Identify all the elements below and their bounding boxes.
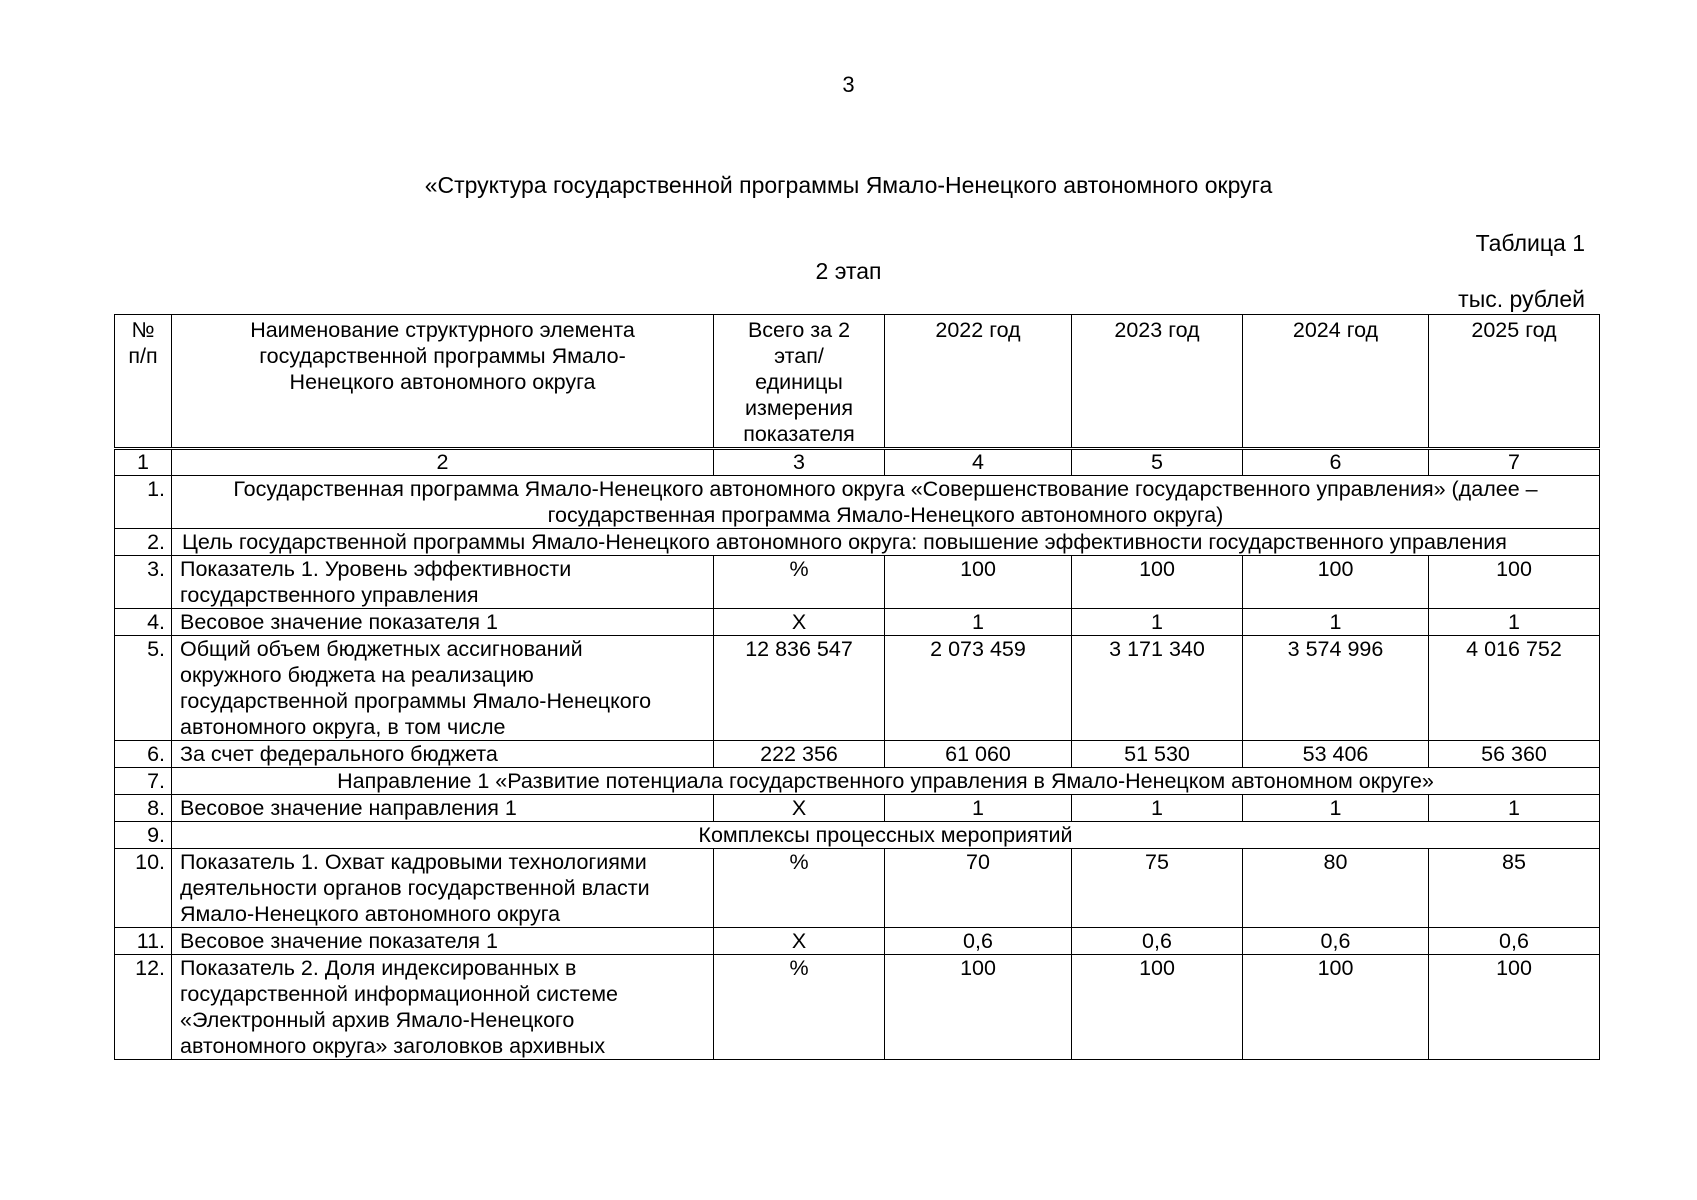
row-value-2023: 51 530 — [1072, 741, 1243, 768]
table-row — [115, 768, 1600, 795]
column-number: 6 — [1243, 449, 1429, 476]
table-header-row — [115, 315, 1600, 449]
row-number: 1. — [115, 476, 172, 529]
column-number: 1 — [115, 449, 172, 476]
row-number: 8. — [115, 795, 172, 822]
row-total: Х — [714, 609, 885, 636]
header-name: Наименование структурного элемента государственной программы Ямало-Ненецкого автономного округа — [172, 315, 714, 449]
row-name: Показатель 1. Уровень эффективности государственного управления — [172, 556, 714, 609]
row-number: 4. — [115, 609, 172, 636]
table-row — [115, 849, 1600, 928]
row-value-2022: 70 — [885, 849, 1072, 928]
row-value-2024: 53 406 — [1243, 741, 1429, 768]
row-value-2022: 1 — [885, 609, 1072, 636]
row-number: 6. — [115, 741, 172, 768]
header-2024: 2024 год — [1243, 315, 1429, 449]
row-value-2022: 0,6 — [885, 928, 1072, 955]
row-name: Общий объем бюджетных ассигнований окружного бюджета на реализацию государственной программы Ямало-Ненецкого автономного округа, в том числе — [172, 636, 714, 741]
row-value-2025: 4 016 752 — [1429, 636, 1600, 741]
row-value-2024: 1 — [1243, 609, 1429, 636]
row-total: 12 836 547 — [714, 636, 885, 741]
header-2022: 2022 год — [885, 315, 1072, 449]
row-value-2022: 2 073 459 — [885, 636, 1072, 741]
row-value-2024: 3 574 996 — [1243, 636, 1429, 741]
row-value-2022: 100 — [885, 955, 1072, 1060]
table-row — [115, 822, 1600, 849]
table-row — [115, 529, 1600, 556]
row-value-2024: 0,6 — [1243, 928, 1429, 955]
row-value-2023: 100 — [1072, 556, 1243, 609]
table-row — [115, 928, 1600, 955]
direction-title-cell: Направление 1 «Развитие потенциала государственного управления в Ямало-Ненецком автономном округе» — [172, 768, 1600, 795]
program-goal-cell: Цель государственной программы Ямало-Ненецкого автономного округа: повышение эффективности государственного управления — [172, 529, 1600, 556]
header-total: Всего за 2 этап/ единицы измерения показателя — [714, 315, 885, 449]
row-value-2023: 1 — [1072, 609, 1243, 636]
row-value-2022: 61 060 — [885, 741, 1072, 768]
row-value-2022: 100 — [885, 556, 1072, 609]
program-title-cell: Государственная программа Ямало-Ненецкого автономного округа «Совершенствование государственного управления» (далее – государственная программа Ямало-Ненецкого автономного округа) — [172, 476, 1600, 529]
row-value-2024: 80 — [1243, 849, 1429, 928]
row-total: % — [714, 849, 885, 928]
row-name: За счет федерального бюджета — [172, 741, 714, 768]
column-number: 5 — [1072, 449, 1243, 476]
table-row — [115, 556, 1600, 609]
program-structure-table — [114, 314, 1600, 1060]
row-value-2024: 100 — [1243, 556, 1429, 609]
row-total: 222 356 — [714, 741, 885, 768]
column-number: 3 — [714, 449, 885, 476]
row-value-2025: 85 — [1429, 849, 1600, 928]
row-number: 9. — [115, 822, 172, 849]
column-number: 2 — [172, 449, 714, 476]
row-value-2025: 100 — [1429, 556, 1600, 609]
row-number: 12. — [115, 955, 172, 1060]
row-value-2023: 100 — [1072, 955, 1243, 1060]
row-number: 2. — [115, 529, 172, 556]
row-name: Весовое значение показателя 1 — [172, 928, 714, 955]
section-title-cell: Комплексы процессных мероприятий — [172, 822, 1600, 849]
table-row — [115, 609, 1600, 636]
row-number: 3. — [115, 556, 172, 609]
stage-label: 2 этап — [815, 258, 882, 284]
row-number: 7. — [115, 768, 172, 795]
row-value-2024: 100 — [1243, 955, 1429, 1060]
row-number: 10. — [115, 849, 172, 928]
column-number: 4 — [885, 449, 1072, 476]
table-row — [115, 741, 1600, 768]
header-number: № п/п — [115, 315, 172, 449]
row-value-2025: 1 — [1429, 609, 1600, 636]
document-title: «Структура государственной программы Ямало-Ненецкого автономного округа — [424, 172, 1273, 198]
row-value-2023: 1 — [1072, 795, 1243, 822]
row-total: % — [714, 955, 885, 1060]
column-numbers-row — [115, 449, 1600, 476]
row-value-2024: 1 — [1243, 795, 1429, 822]
units-label: тыс. рублей — [1458, 286, 1585, 312]
row-name: Показатель 1. Охват кадровыми технологиями деятельности органов государственной власти Ямало-Ненецкого автономного округа — [172, 849, 714, 928]
header-2025: 2025 год — [1429, 315, 1600, 449]
row-value-2025: 0,6 — [1429, 928, 1600, 955]
row-total: Х — [714, 795, 885, 822]
column-number: 7 — [1429, 449, 1600, 476]
row-value-2023: 3 171 340 — [1072, 636, 1243, 741]
row-value-2025: 100 — [1429, 955, 1600, 1060]
row-value-2023: 75 — [1072, 849, 1243, 928]
row-number: 11. — [115, 928, 172, 955]
header-2023: 2023 год — [1072, 315, 1243, 449]
row-value-2025: 56 360 — [1429, 741, 1600, 768]
row-total: % — [714, 556, 885, 609]
row-number: 5. — [115, 636, 172, 741]
table-row — [115, 795, 1600, 822]
table-row — [115, 476, 1600, 529]
row-name: Весовое значение направления 1 — [172, 795, 714, 822]
row-value-2022: 1 — [885, 795, 1072, 822]
row-name: Весовое значение показателя 1 — [172, 609, 714, 636]
row-value-2023: 0,6 — [1072, 928, 1243, 955]
row-total: Х — [714, 928, 885, 955]
row-value-2025: 1 — [1429, 795, 1600, 822]
page-number: 3 — [842, 72, 855, 97]
row-name: Показатель 2. Доля индексированных в государственной информационной системе «Электронный архив Ямало-Ненецкого автономного округа» заголовков архивных — [172, 955, 714, 1060]
table-row — [115, 636, 1600, 741]
table-row — [115, 955, 1600, 1060]
table-label: Таблица 1 — [1475, 230, 1585, 256]
